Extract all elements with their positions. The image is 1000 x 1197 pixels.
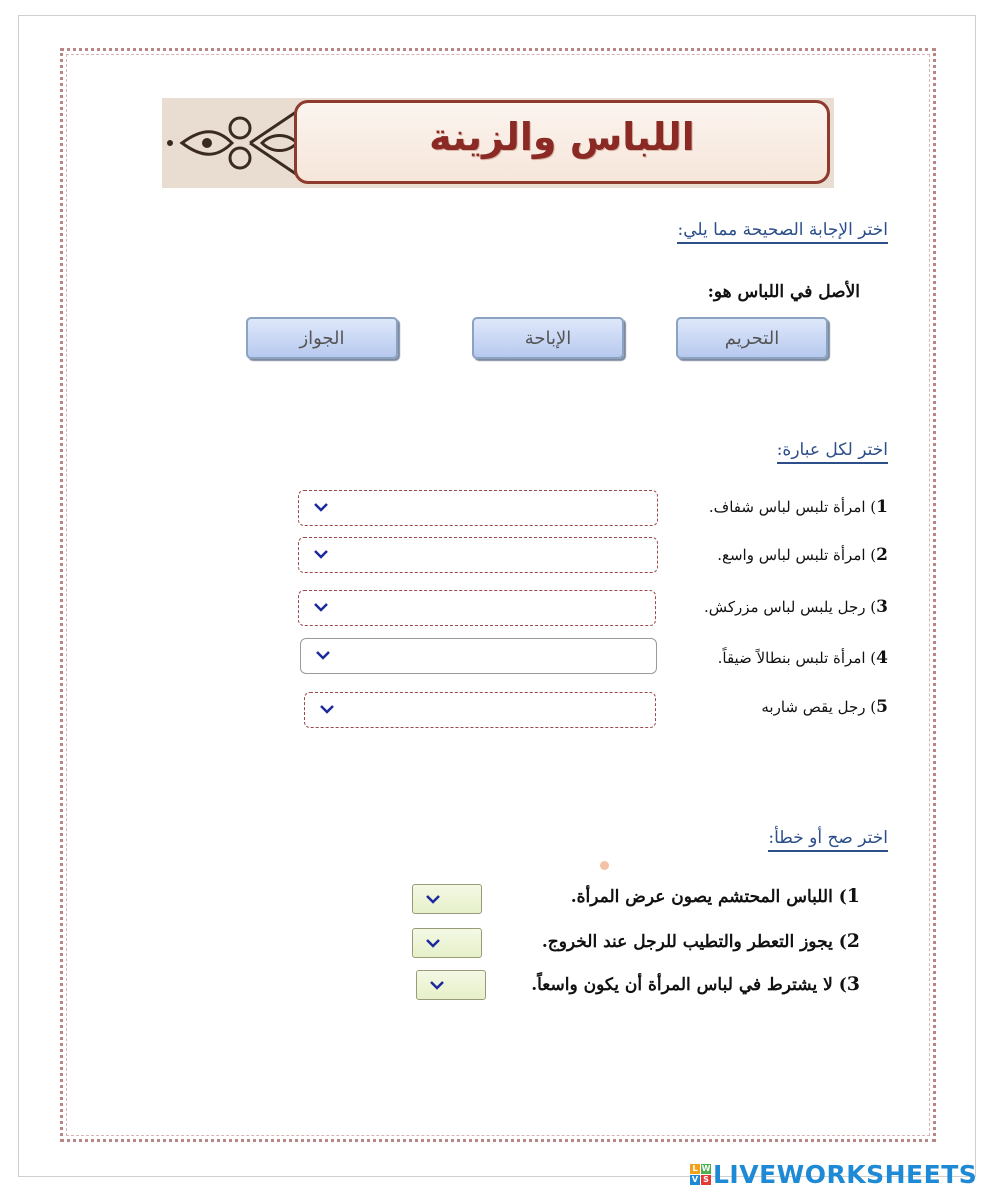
statement-text: امرأة تلبس بنطالاً ضيقاً.: [717, 649, 866, 667]
tf-text: اللباس المحتشم يصون عرض المرأة.: [570, 887, 833, 907]
true-false-3-dropdown[interactable]: [416, 970, 486, 1000]
statement-2: 2) امرأة تلبس لباس واسع.: [717, 545, 888, 565]
statement-text: امرأة تلبس لباس واسع.: [717, 546, 866, 564]
tf-text: لا يشترط في لباس المرأة أن يكون واسعاً.: [531, 975, 833, 995]
true-false-3: 3) لا يشترط في لباس المرأة أن يكون واسعاً.: [531, 973, 860, 995]
decorative-dot: [600, 861, 609, 870]
true-false-1-dropdown[interactable]: [412, 884, 482, 914]
title-banner: [162, 98, 834, 188]
choice-button-2[interactable]: الإباحة: [472, 317, 624, 359]
statement-text: رجل يلبس لباس مزركش.: [703, 598, 866, 616]
chevron-down-icon: [317, 699, 337, 719]
statement-number: 2: [876, 545, 888, 565]
choice-button-3[interactable]: الجواز: [246, 317, 398, 359]
true-false-2-dropdown[interactable]: [412, 928, 482, 958]
statement-3: 3) رجل يلبس لباس مزركش.: [703, 597, 888, 617]
brand-text: LIVEWORKSHEETS: [713, 1159, 978, 1189]
tf-number: 1: [846, 885, 860, 907]
statement-1-dropdown[interactable]: [298, 490, 658, 526]
tf-number: 3: [846, 973, 860, 995]
statement-5-dropdown[interactable]: [304, 692, 656, 728]
statement-number: 3: [876, 597, 888, 617]
chevron-down-icon: [427, 976, 447, 994]
statement-1: 1) امرأة تلبس لباس شفاف.: [708, 497, 888, 517]
section1-heading: اختر الإجابة الصحيحة مما يلي:: [677, 220, 888, 244]
statement-4: 4) امرأة تلبس بنطالاً ضيقاً.: [717, 648, 888, 668]
statement-number: 1: [876, 497, 888, 517]
chevron-down-icon: [423, 890, 443, 908]
statement-text: رجل يقص شاربه: [761, 698, 866, 716]
ornament-icon: [162, 98, 312, 188]
banner-plate: [294, 100, 830, 184]
chevron-down-icon: [313, 645, 333, 665]
true-false-2: 2) يجوز التعطر والتطيب للرجل عند الخروج.: [541, 930, 860, 952]
page-title: اللباس والزينة: [429, 115, 695, 159]
section3-heading: اختر صح أو خطأ:: [768, 828, 888, 852]
tf-text: يجوز التعطر والتطيب للرجل عند الخروج.: [541, 932, 833, 952]
statement-3-dropdown[interactable]: [298, 590, 656, 626]
chevron-down-icon: [311, 544, 331, 564]
chevron-down-icon: [311, 497, 331, 517]
statement-2-dropdown[interactable]: [298, 537, 658, 573]
section2-heading: اختر لكل عبارة:: [777, 440, 888, 464]
liveworksheets-logo-icon: L W V S: [691, 1164, 711, 1184]
statement-text: امرأة تلبس لباس شفاف.: [708, 498, 866, 516]
statement-number: 4: [876, 648, 888, 668]
choice-button-1[interactable]: التحريم: [676, 317, 828, 359]
section1-question: الأصل في اللباس هو:: [707, 282, 860, 302]
statement-number: 5: [876, 697, 888, 717]
true-false-1: 1) اللباس المحتشم يصون عرض المرأة.: [570, 885, 860, 907]
statement-4-dropdown[interactable]: [300, 638, 657, 674]
chevron-down-icon: [311, 597, 331, 617]
statement-5: 5) رجل يقص شاربه: [761, 697, 888, 717]
tf-number: 2: [846, 930, 860, 952]
chevron-down-icon: [423, 934, 443, 952]
liveworksheets-brand[interactable]: [690, 1158, 977, 1190]
